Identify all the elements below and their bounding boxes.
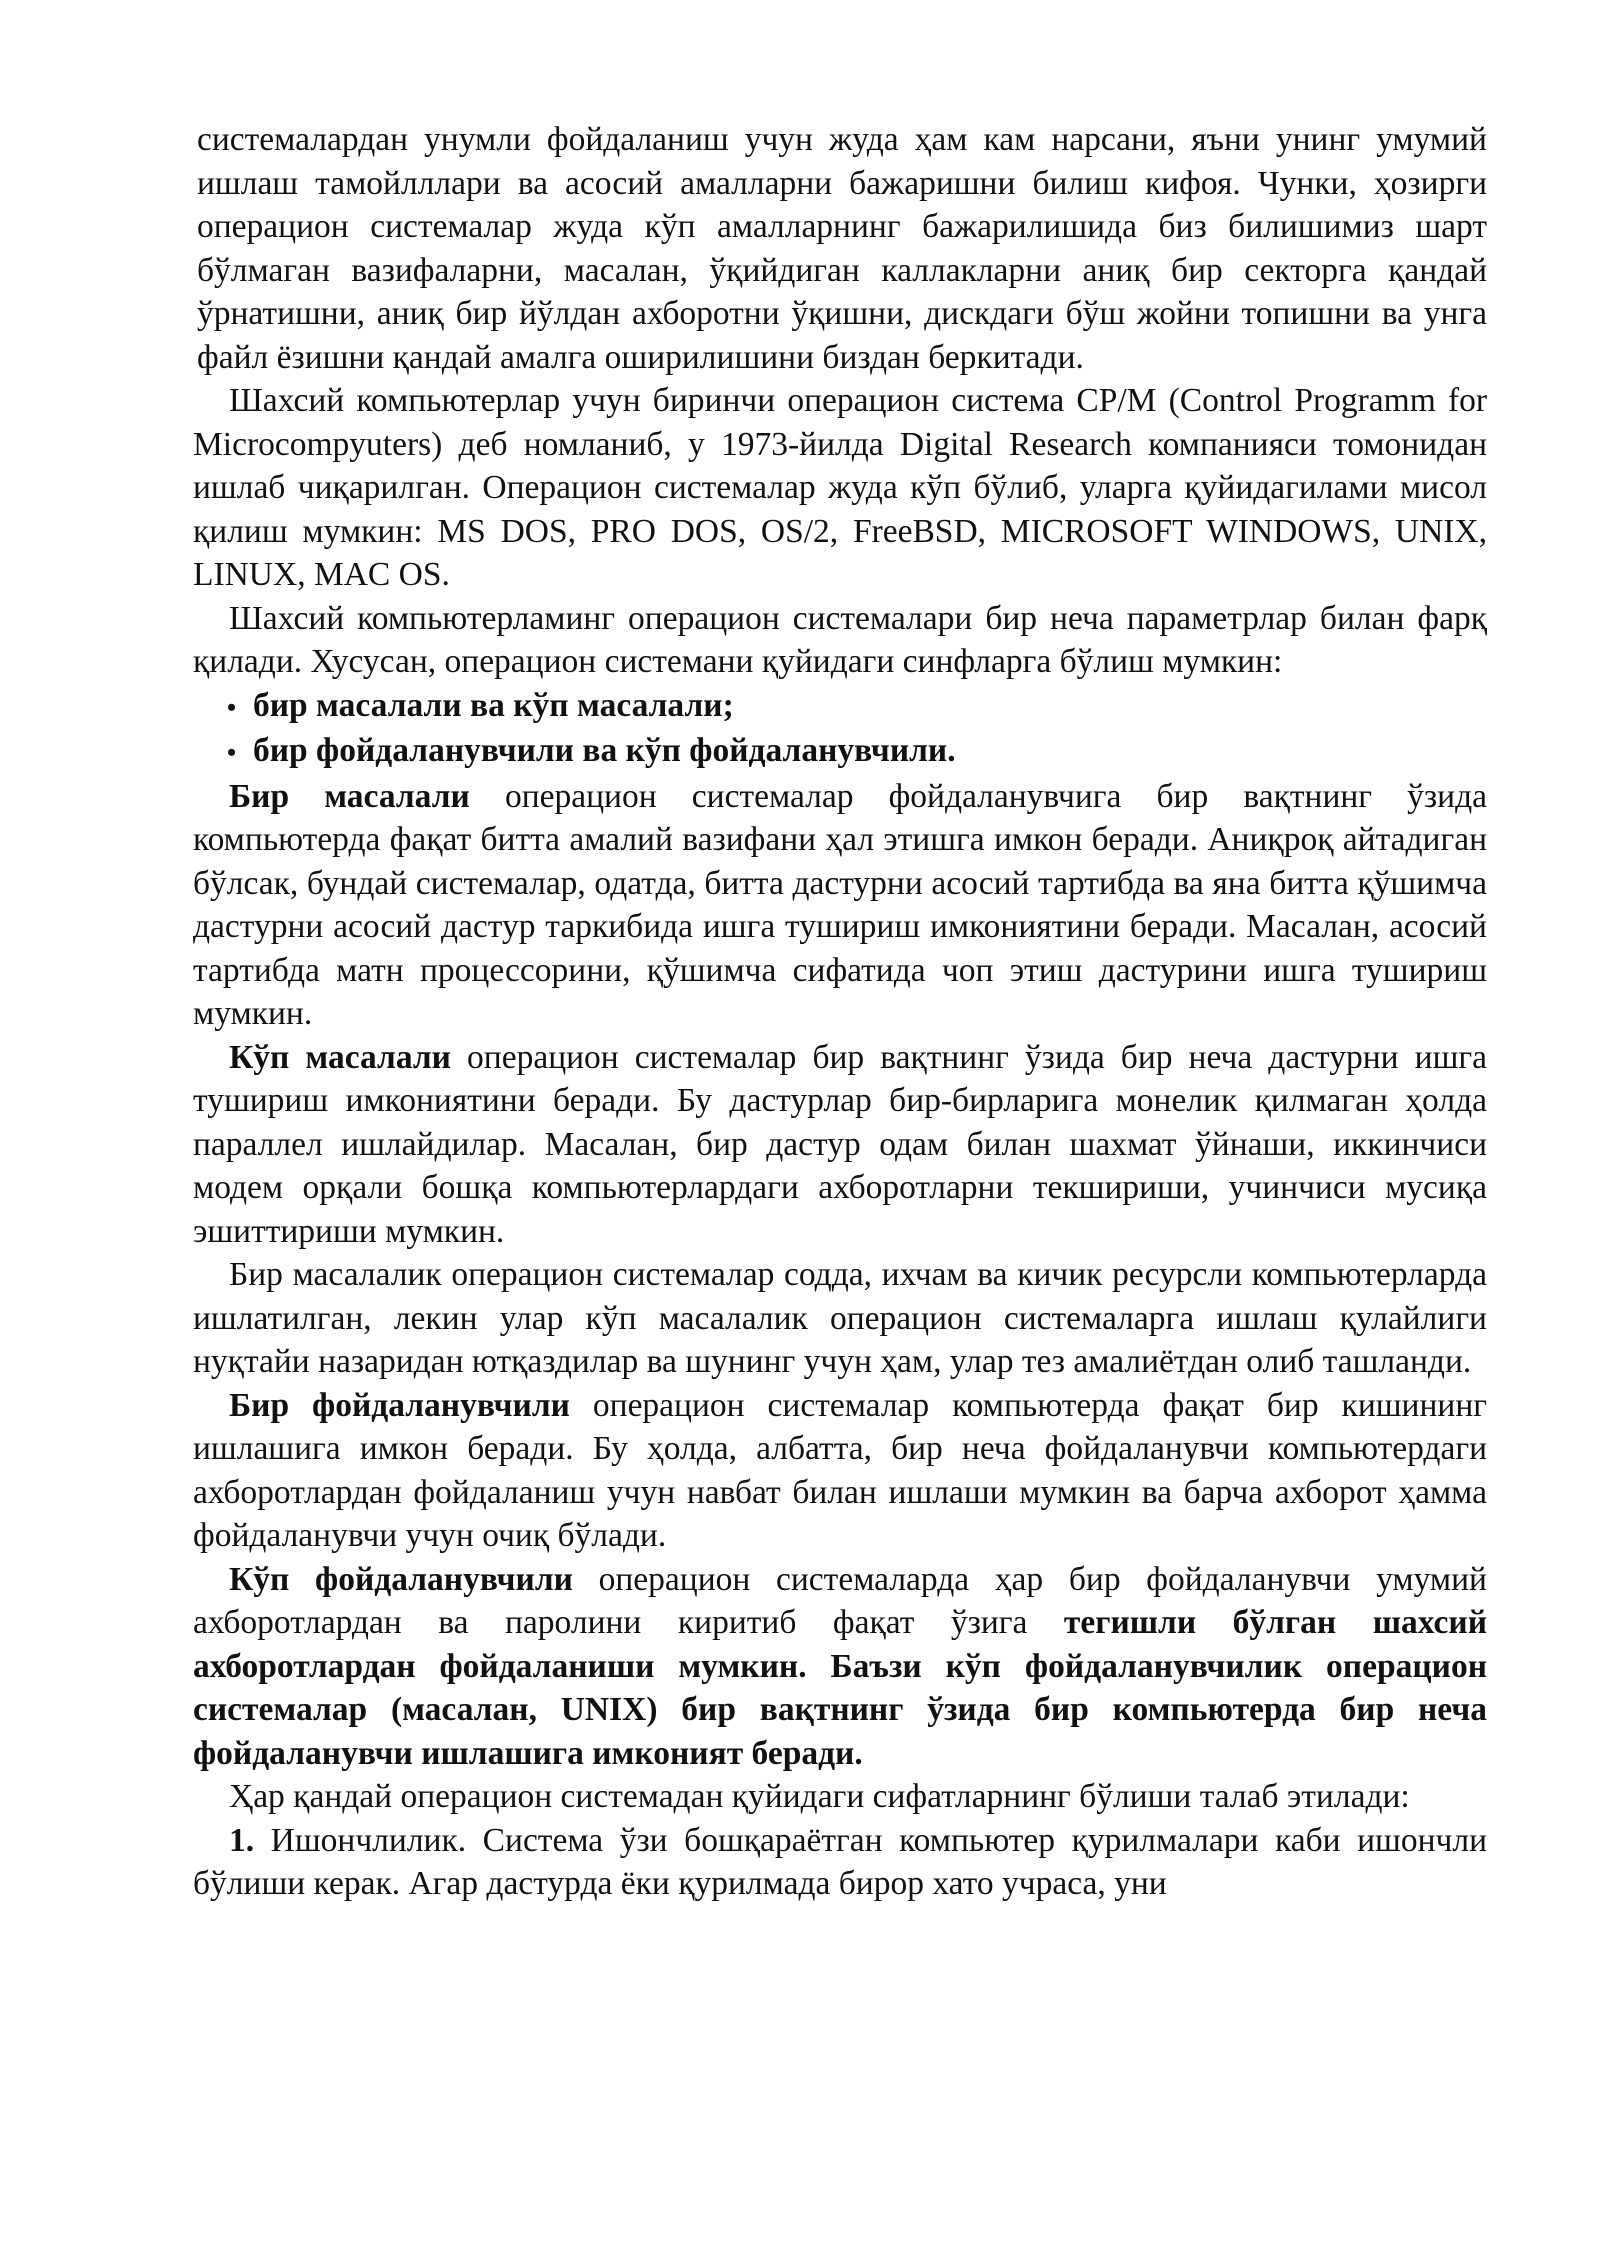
- term-single-task: Бир масалали: [229, 777, 470, 815]
- paragraph-comparison: Бир масалалик операцион системалар содда, ихчам ва кичик ресурсли компьютерларда ишлатилган, лекин улар кўп масалалик операцион системаларга ишлаш қулайлиги нуқтайи назаридан ютқаздилар ва шунинг учун ҳам, улар тез амалиётдан олиб ташланди.: [193, 1256, 1487, 1380]
- paragraph-first-os: Шахсий компьютерлар учун биринчи операцион система CP/M (Control Programm for Microcompyuters) деб номланиб, у 1973-йилда Digital Research компанияси томонидан ишлаб чиқарилган. Операцион системалар жуда кўп бўлиб, уларга қуйидагилами мисол қилиш мумкин: MS DOS, PRO DOS, OS/2, FreeBSD, MICROSOFT WINDOWS, UNIX, LINUX, MAC OS.: [193, 382, 1487, 593]
- bullet-marker: •: [227, 692, 237, 722]
- paragraph-single-user: [193, 1384, 1487, 1558]
- paragraph-multi-task: [193, 1036, 1487, 1254]
- bullet-text: бир фойдаланувчили ва кўп фойдаланувчили.: [253, 732, 956, 769]
- list-number: 1.: [229, 1821, 255, 1859]
- document-page: [193, 118, 1487, 1906]
- bullet-marker: •: [227, 738, 237, 767]
- paragraph-single-task: [193, 775, 1487, 1036]
- paragraph-text: операцион системалар фойдаланувчига бир вақтнинг ўзида компьютерда фақат битта амалий вазифани ҳал этишга имкон беради. Аниқроқ айтадиган бўлсак, бундай системалар, одатда, битта дастурни асосий тартибда ва яна битта қўшимча дастурни асосий дастур таркибида ишга тушириш имкониятини беради. Масалан, асосий тартибда матн процессорини, қўшимча сифатида чоп этиш дастурини ишга тушириш мумкин.: [193, 777, 1488, 1032]
- paragraph-text: операцион системалар компьютерда фақат бир кишининг ишлашига имкон беради. Бу ҳолда, албатта, бир неча фойдаланувчи компьютердаги ахборотлардан фойдаланиш учун навбат билан ишлаши мумкин ва барча ахборот ҳамма фойдаланувчи учун очиқ бўлади.: [193, 1386, 1487, 1554]
- paragraph-intro: системалардан унумли фойдаланиш учун жуда ҳам кам нарсани, яъни унинг умумий ишлаш тамойлллари ва асосий амалларни бажаришни билиш кифоя. Чунки, ҳозирги операцион системалар жуда кўп амалларнинг бажарилишида биз билишимиз шарт бўлмаган вазифаларни, масалан, ўқийдиган каллакларни аниқ бир секторга қандай ўрнатишни, аниқ бир йўлдан ахборотни ўқишни, дискдаги бўш жойни топишни ва унга файл ёзишни қандай амалга оширилишини биздан беркитади.: [197, 121, 1487, 376]
- paragraph-text: операцион системалар бир вақтнинг ўзида бир неча дастурни ишга тушириш имкониятини беради. Бу дастурлар бир-бирларига монелик қилмаган ҳолда параллел ишлайдилар. Масалан, бир дастур одам билан шахмат ўйнаши, иккинчиси модем орқали бошқа компьютерлардаги ахборотларни текшириши, учинчиси мусиқа эшиттириши мумкин.: [193, 1038, 1487, 1250]
- bullet-item: [193, 729, 1487, 775]
- paragraph-classes: Шахсий компьютерламинг операцион системалари бир неча параметрлар билан фарқ қилади. Хусусан, операцион системани қуйидаги синфларга бўлиш мумкин:: [193, 599, 1487, 680]
- paragraph-requirements: Ҳар қандай операцион системадан қуйидаги сифатларнинг бўлиши талаб этилади:: [229, 1778, 1410, 1815]
- bullet-item: [193, 684, 1487, 730]
- paragraph-multi-user: [193, 1558, 1487, 1776]
- term-multi-user: Кўп фойдаланувчили: [229, 1560, 573, 1598]
- bullet-text: бир масалали ва кўп масалали;: [253, 686, 734, 724]
- term-single-user: Бир фойдаланувчили: [229, 1386, 570, 1424]
- paragraph-text: операцион системаларда ҳар бир фойдаланувчи умумий ахборотлардан ва паролини киритиб фақат ўзига: [193, 1560, 1487, 1641]
- paragraph-text: Ишончлилик. Система ўзи бошқараётган компьютер қурилмалари каби ишончли бўлиши керак. Агар дастурда ёки қурилмада бирор хато учраса, уни: [193, 1821, 1487, 1902]
- paragraph-reliability: [193, 1819, 1487, 1906]
- paragraph-bold-text: тегишли бўлган шахсий ахборотлардан фойдаланиши мумкин. Баъзи кўп фойдаланувчилик операцион системалар (масалан, UNIX) бир вақтнинг ўзида бир компьютерда бир неча фойдаланувчи ишлашига имконият беради.: [193, 1604, 1487, 1772]
- term-multi-task: Кўп масалали: [229, 1038, 451, 1076]
